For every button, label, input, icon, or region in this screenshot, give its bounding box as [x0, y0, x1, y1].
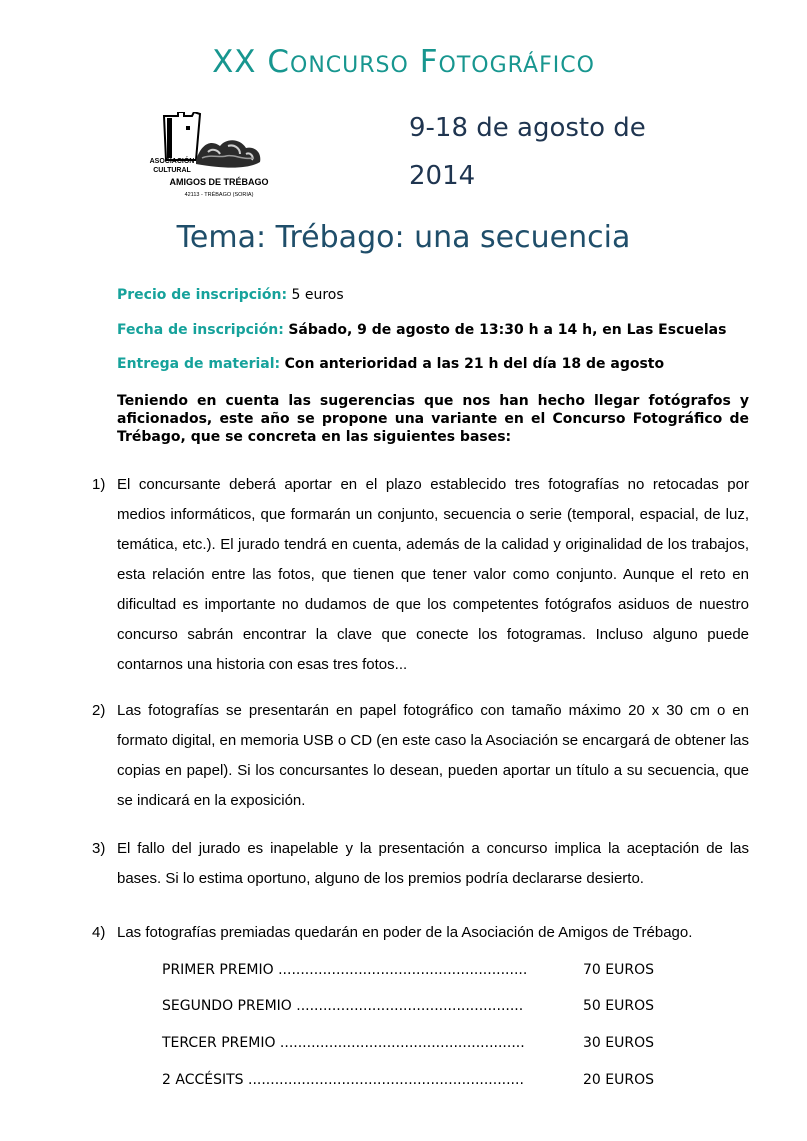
info-delivery-value: Con anterioridad a las 21 h del día 18 de agosto [284, 356, 665, 372]
info-registration-value: Sábado, 9 de agosto de 13:30 h a 14 h, en Las Escuelas [288, 322, 727, 338]
date-line-2: 2014 [409, 161, 476, 191]
base-item-1 [92, 470, 749, 680]
page-title: XX Concurso Fotográfico [212, 44, 595, 80]
logo-line-1: ASOCIACIÓN [149, 158, 195, 165]
base-item-2 [92, 696, 749, 816]
date-line-1: 9-18 de agosto de [409, 113, 646, 143]
base-number: 1) [92, 476, 106, 493]
base-text: Las fotografías premiadas quedarán en poder de la Asociación de Amigos de Trébago. [117, 924, 693, 941]
info-price-label: Precio de inscripción: [117, 287, 288, 303]
logo-line-2: CULTURAL [153, 167, 191, 174]
prize-name: 2 ACCÉSITS .............................................................. [162, 1072, 524, 1088]
prize-row [162, 1072, 654, 1088]
prize-name: TERCER PREMIO ....................................................... [162, 1035, 525, 1051]
contest-dates [409, 104, 729, 200]
prize-row [162, 1035, 654, 1051]
base-number: 2) [92, 702, 106, 719]
info-price [117, 287, 344, 303]
prize-amount: 50 EUROS [583, 998, 654, 1014]
prize-name: PRIMER PREMIO ........................................................ [162, 962, 528, 978]
prize-amount: 20 EUROS [583, 1072, 654, 1088]
prize-amount: 70 EUROS [583, 962, 654, 978]
prize-row [162, 998, 654, 1014]
prize-amount: 30 EUROS [583, 1035, 654, 1051]
info-registration-label: Fecha de inscripción: [117, 322, 284, 338]
association-logo [150, 112, 288, 212]
base-text: Las fotografías se presentarán en papel fotográfico con tamaño máximo 20 x 30 cm o en formato digital, en memoria USB o CD (en este caso la Asociación se encargará de obtener las copias en papel). Si los concursantes lo desean, pueden aportar un título a su secuencia, que se indicará en la exposición. [117, 702, 749, 809]
prize-name: SEGUNDO PREMIO ................................................... [162, 998, 524, 1014]
info-delivery [117, 356, 664, 372]
base-item-4 [92, 918, 749, 948]
logo-line-3: AMIGOS DE TRÉBAGO [169, 177, 269, 187]
logo-line-4: 42113 - TRÉBAGO (SORIA) [184, 192, 254, 198]
contest-theme: Tema: Trébago: una secuencia [176, 220, 631, 255]
intro-paragraph: Teniendo en cuenta las sugerencias que nos han hecho llegar fotógrafos y aficionados, este año se propone una variante en el Concurso Fotográfico de Trébago, que se concreta en las siguientes bases: [117, 393, 749, 445]
base-text: El concursante deberá aportar en el plazo establecido tres fotografías no retocadas por medios informáticos, que formarán un conjunto, secuencia o serie (temporal, espacial, de luz, temática, etc.). El jurado tendrá en cuenta, además de la calidad y originalidad de los trabajos, esta relación entre las fotos, que tienen que tener valor como conjunto. Aunque el reto en dificultad es importante no dudamos de que los competentes fotógrafos asiduos de nuestro concurso sabrán encontrar la clave que conecte los fotogramas. Incluso alguno puede contarnos una historia con esas tres fotos... [117, 476, 749, 673]
base-text: El fallo del jurado es inapelable y la presentación a concurso implica la aceptación de las bases. Si lo estima oportuno, alguno de los premios podría declararse desierto. [117, 840, 749, 887]
info-registration-date [117, 322, 726, 338]
base-item-3 [92, 834, 749, 894]
base-number: 4) [92, 924, 106, 941]
base-number: 3) [92, 840, 106, 857]
info-delivery-label: Entrega de material: [117, 356, 281, 372]
prize-row [162, 962, 654, 978]
info-price-value: 5 euros [291, 287, 344, 303]
